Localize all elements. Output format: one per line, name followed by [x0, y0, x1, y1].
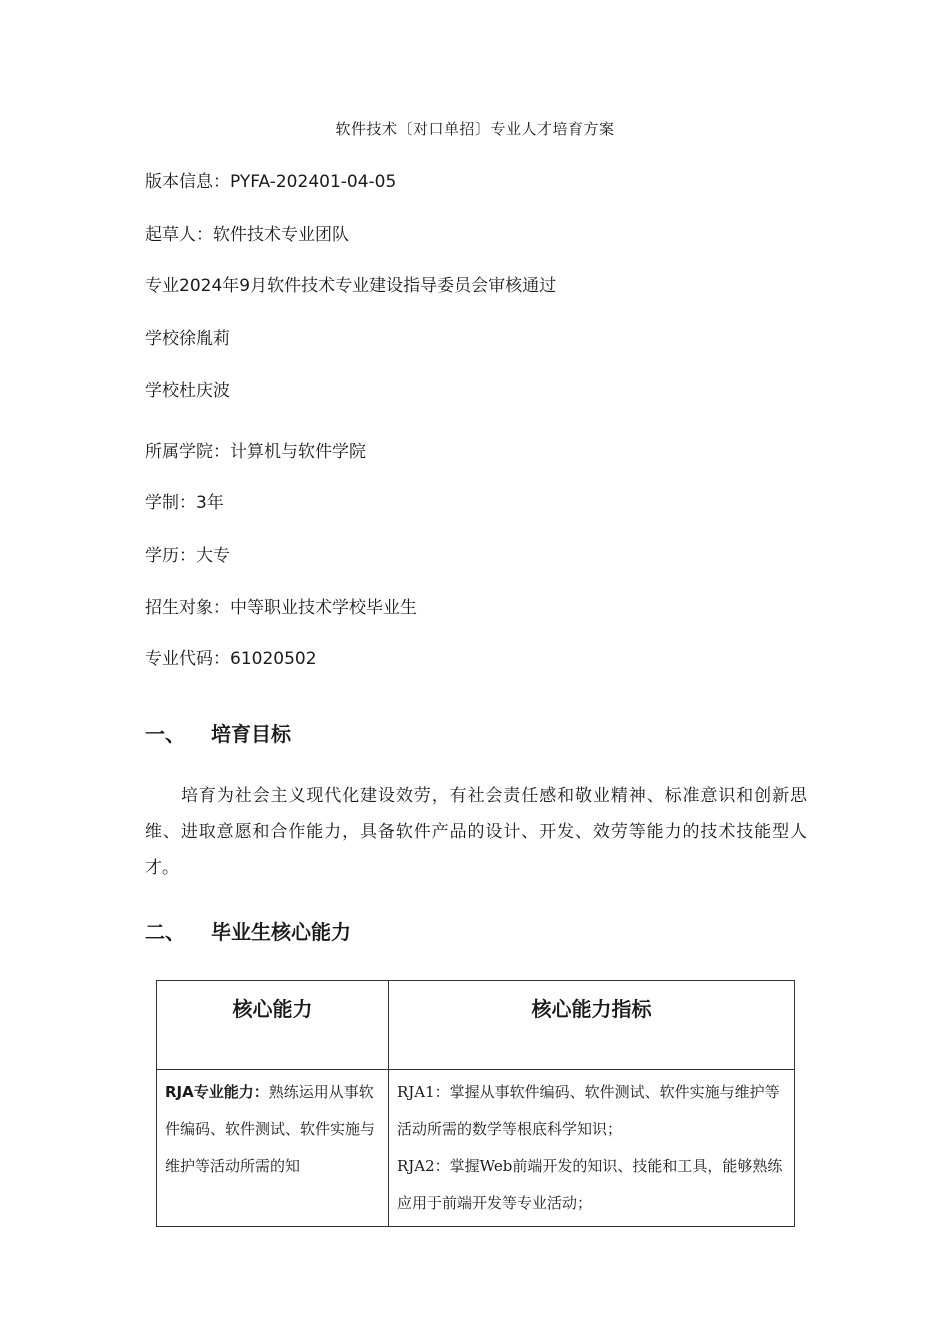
meta-value: 学校徐胤莉 — [145, 329, 230, 349]
meta-value: 中等职业技术学校毕业生 — [230, 598, 417, 618]
meta-duration — [145, 492, 224, 514]
section-title: 毕业生核心能力 — [211, 920, 351, 944]
table-header-cell: 核心能力 — [157, 981, 389, 1070]
section-heading-abilities — [145, 919, 351, 945]
goals-paragraph: 培育为社会主义现代化建设效劳，有社会责任感和敬业精神、标准意识和创新思维、进取意愿和合作能力，具备软件产品的设计、开发、效劳等能力的技术技能型人才。 — [145, 786, 807, 878]
meta-label: 学历： — [145, 546, 196, 566]
section-number: 二、 — [145, 920, 185, 944]
meta-version — [145, 171, 396, 193]
meta-value: 计算机与软件学院 — [230, 442, 366, 462]
meta-major-code — [145, 648, 317, 670]
section-title: 培育目标 — [211, 722, 291, 746]
meta-label: 版本信息： — [145, 172, 230, 192]
meta-label: 起草人： — [145, 225, 213, 245]
meta-value: 专业2024年9月软件技术专业建设指导委员会审核通过 — [145, 276, 557, 296]
meta-enrollment — [145, 597, 417, 619]
meta-label: 招生对象： — [145, 598, 230, 618]
section-heading-goals — [145, 721, 291, 747]
meta-value: 61020502 — [230, 649, 317, 669]
meta-value: 学校杜庆波 — [145, 381, 230, 401]
meta-value: 3年 — [196, 493, 224, 513]
meta-person-1 — [145, 328, 230, 350]
meta-approval — [145, 275, 556, 297]
table-header-cell: 核心能力指标 — [389, 981, 795, 1070]
table-header-row — [157, 981, 795, 1070]
meta-person-2 — [145, 380, 230, 402]
meta-value: 大专 — [196, 546, 230, 566]
meta-label: 学制： — [145, 493, 196, 513]
meta-label: 专业代码： — [145, 649, 230, 669]
ability-code: RJA专业能力： — [165, 1083, 269, 1101]
indicator-item: RJA1：掌握从事软件编码、软件测试、软件实施与维护等活动所需的数学等根底科学知识； — [397, 1083, 780, 1138]
meta-drafter — [145, 224, 349, 246]
ability-text: 熟练运用从事软件编码、软件测试、软件实施与维护等活动所需的知 — [165, 1083, 376, 1175]
meta-value: 软件技术专业团队 — [213, 225, 349, 245]
core-ability-table — [156, 980, 795, 1227]
meta-degree — [145, 545, 230, 567]
meta-college — [145, 441, 366, 463]
meta-value: PYFA-202401-04-05 — [230, 172, 397, 192]
indicator-item: RJA2：掌握Web前端开发的知识、技能和工具，能够熟练应用于前端开发等专业活动； — [397, 1157, 783, 1212]
ability-cell — [157, 1070, 389, 1227]
indicator-cell — [389, 1070, 795, 1227]
document-title: 软件技术〔对口单招〕专业人才培育方案 — [335, 120, 615, 138]
section-number: 一、 — [145, 722, 185, 746]
table-row — [157, 1070, 795, 1227]
meta-label: 所属学院： — [145, 442, 230, 462]
